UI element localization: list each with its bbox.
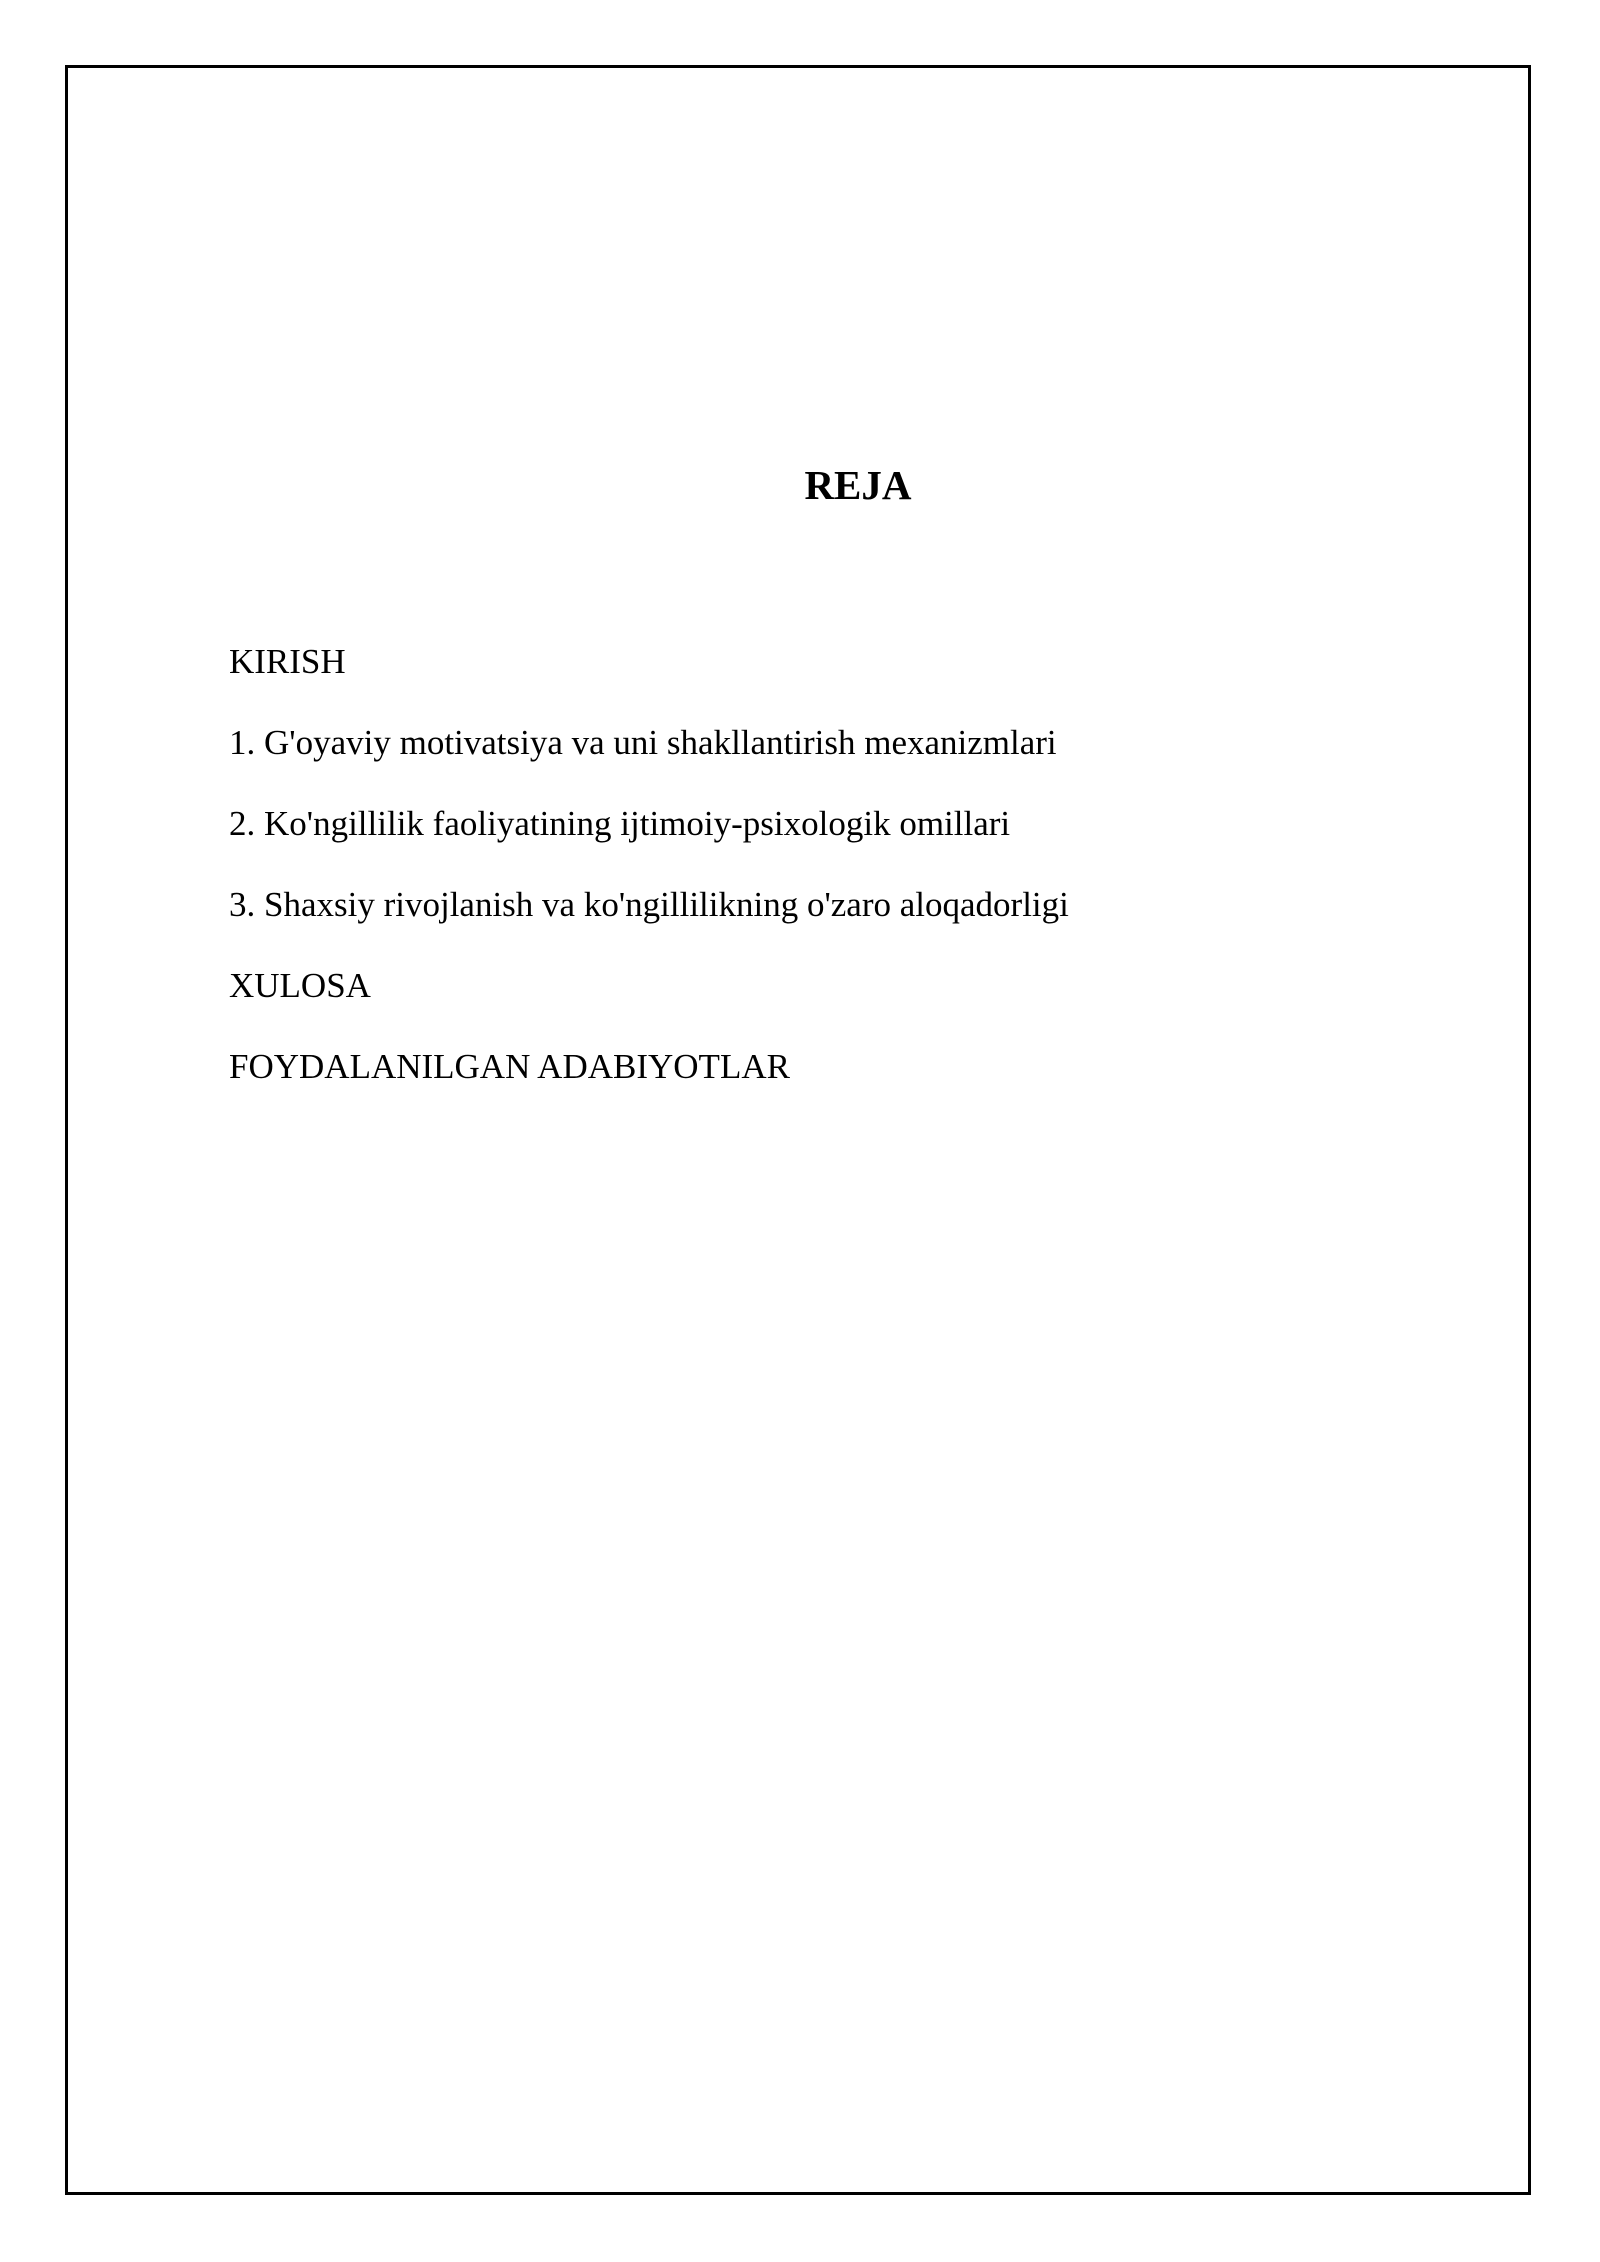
plan-item-references: FOYDALANILGAN ADABIYOTLAR xyxy=(229,1047,790,1086)
plan-item-3: 3. Shaxsiy rivojlanish va ko'ngillilikning o'zaro aloqadorligi xyxy=(229,885,1069,924)
plan-item-2: 2. Ko'ngillilik faoliyatining ijtimoiy-psixologik omillari xyxy=(229,804,1011,843)
plan-item-1: 1. G'oyaviy motivatsiya va uni shakllantirish mexanizmlari xyxy=(229,723,1057,762)
plan-list xyxy=(229,640,1069,1126)
plan-item-conclusion: XULOSA xyxy=(229,966,371,1005)
page-title: REJA xyxy=(804,462,912,508)
page-border xyxy=(65,65,1531,2195)
plan-item-introduction: KIRISH xyxy=(229,642,346,681)
